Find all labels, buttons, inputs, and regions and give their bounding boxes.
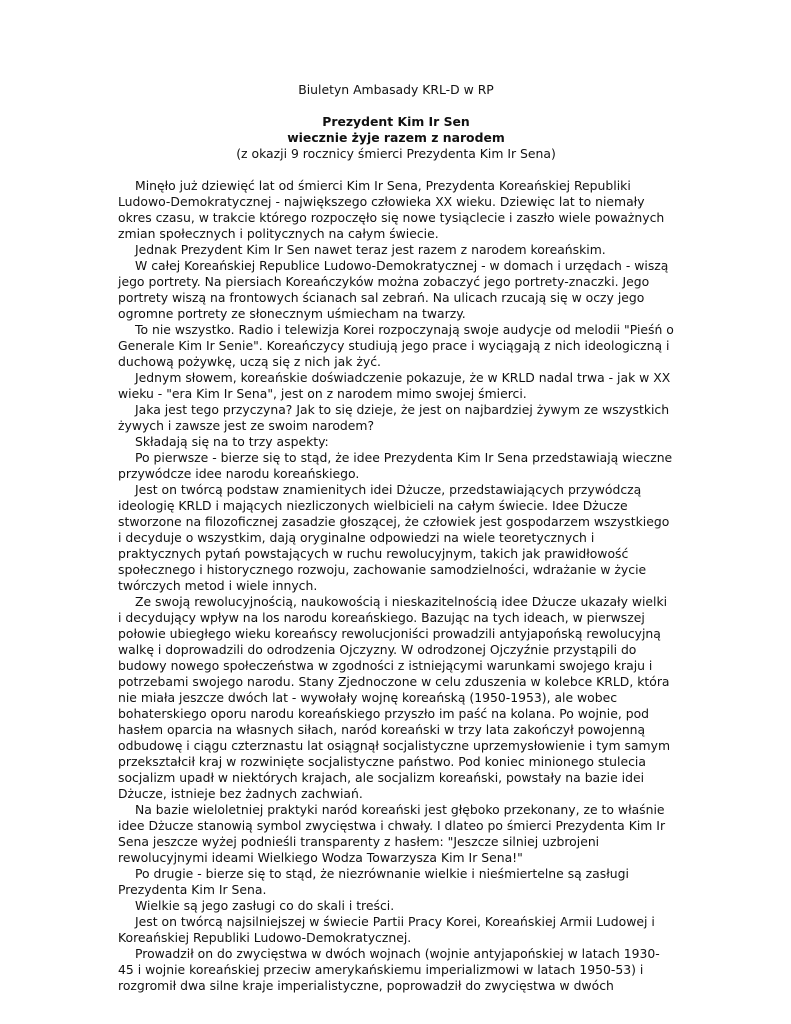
paragraph: Składają się na to trzy aspekty: — [135, 434, 329, 449]
title-block — [118, 114, 674, 162]
article-body — [118, 178, 674, 994]
paragraph: Na bazie wieloletniej praktyki naród koreański jest głęboko przekonany, ze to właśnie idee Dżucze stanowią symbol zwycięstwa i chwały. I dlateo po śmierci Prezydenta Kim Ir Sena jeszcze wyżej podnieśli transparenty z hasłem: "Jeszcze silniej uzbrojeni rewolucyjnymi ideami Wielkiego Wodza Towarzysza Kim Ir Sena!" — [118, 802, 666, 865]
paragraph: W całej Koreańskiej Republice Ludowo-Demokratycznej - w domach i urzędach - wiszą jego portrety. Na piersiach Koreańczyków można zobaczyć jego portrety-znaczki. Jego portrety wiszą na frontowych ścianach sal zebrań. Na ulicach rzucają się w oczy jego ogromne portrety ze słonecznym uśmiecham na twarzy. — [118, 258, 669, 321]
paragraph: Minęło już dziewięć lat od śmierci Kim Ir Sena, Prezydenta Koreańskiej Republiki Ludowo-Demokratycznej - największego człowieka XX wieku. Dziewięc lat to niemały okres czasu, w trakcie którego rozpoczęło się nowe tysiąclecie i zaszło wiele poważnych zmian społecznych i politycznych na całym świecie. — [118, 178, 665, 241]
paragraph: Prowadził on do zwycięstwa w dwóch wojnach (wojnie antyjapońskiej w latach 1930-45 i wojnie koreańskiej przeciw amerykańskiemu imperializmowi w latach 1950-53) i rozgromił dwa silne kraje imperialistyczne, poprowadził do zwycięstwa w dwóch — [118, 946, 660, 993]
paragraph: Jaka jest tego przyczyna? Jak to się dzieje, że jest on najbardziej żywym ze wszystkich żywych i zawsze jest ze swoim narodem? — [118, 402, 670, 433]
document-page — [118, 82, 674, 994]
document-header: Biuletyn Ambasady KRL-D w RP — [298, 82, 494, 97]
title-line-1: Prezydent Kim Ir Sen — [322, 114, 470, 129]
subtitle: (z okazji 9 rocznicy śmierci Prezydenta Kim Ir Sena) — [236, 146, 556, 161]
title-line-2: wiecznie żyje razem z narodem — [287, 130, 505, 145]
paragraph: Po drugie - bierze się to stąd, że niezrównanie wielkie i nieśmiertelne są zasługi Prezydenta Kim Ir Sena. — [118, 866, 629, 897]
paragraph: Po pierwsze - bierze się to stąd, że idee Prezydenta Kim Ir Sena przedstawiają wieczne przywódcze idee narodu koreańskiego. — [118, 450, 673, 481]
paragraph: Jednym słowem, koreańskie doświadczenie pokazuje, że w KRLD nadal trwa - jak w XX wieku - "era Kim Ir Sena", jest on z narodem mimo swojej śmierci. — [118, 370, 671, 401]
paragraph: Jest on twórcą podstaw znamienitych idei Dżucze, przedstawiających przywódczą ideologię KRLD i mających niezliczonych wielbicieli na całym świecie. Idee Dżucze stworzone na filozoficznej zasadzie głoszącej, że człowiek jest gospodarzem wszystkiego i decyduje o wszystkim, dają oryginalne odpowiedzi na wiele teoretycznych i praktycznych pytań powstających w ruchu rewolucyjnym, takich jak prawidłowość społecznego i historycznego rozwoju, zachowanie samodzielności, wdrażanie w życie twórczych metod i wiele innych. — [118, 482, 670, 593]
paragraph: Jest on twórcą najsilniejszej w świecie Partii Pracy Korei, Koreańskiej Armii Ludowej i Koreańskiej Republiki Ludowo-Demokratycznej. — [118, 914, 655, 945]
paragraph: Jednak Prezydent Kim Ir Sen nawet teraz jest razem z narodem koreańskim. — [135, 242, 606, 257]
paragraph: Wielkie są jego zasługi co do skali i treści. — [135, 898, 395, 913]
paragraph: Ze swoją rewolucyjnością, naukowością i nieskazitelnością idee Dżucze ukazały wielki i decydujący wpływ na los narodu koreańskiego. Bazując na tych ideach, w pierwszej połowie ubiegłego wieku koreańscy rewolucjoniści prowadzili antyjapońską rewolucyjną walkę i doprowadzili do odrodzenia Ojczyzny. W odrodzonej Ojczyźnie przystąpili do budowy nowego społeczeństwa w zgodności z istniejącymi warunkami swojego kraju i potrzebami swojego narodu. Stany Zjednoczone w celu zduszenia w kolebce KRLD, która nie miała jeszcze dwóch lat - wywołały wojnę koreańską (1950-1953), ale wobec bohaterskiego oporu narodu koreańskiego przyszło im paść na kolana. Po wojnie, pod hasłem oparcia na własnych siłach, naród koreański w trzy lata zakończył powojenną odbudowę i ciągu czterznastu lat osiągnął socjalistyczne uprzemysłowienie i tym samym przekształcił kraj w rozwinięte socjalistyczne państwo. Pod koniec minionego stulecia socjalizm upadł w niektórych krajach, ale socjalizm koreański, powstały na bazie idei Dżucze, istnieje bez żadnych zachwiań. — [118, 594, 671, 801]
paragraph: To nie wszystko. Radio i telewizja Korei rozpoczynają swoje audycje od melodii "Pieśń o Generale Kim Ir Senie". Koreańczycy studiują jego prace i wyciągają z nich ideologiczną i duchową pożywkę, uczą się z nich jak żyć. — [118, 322, 674, 369]
